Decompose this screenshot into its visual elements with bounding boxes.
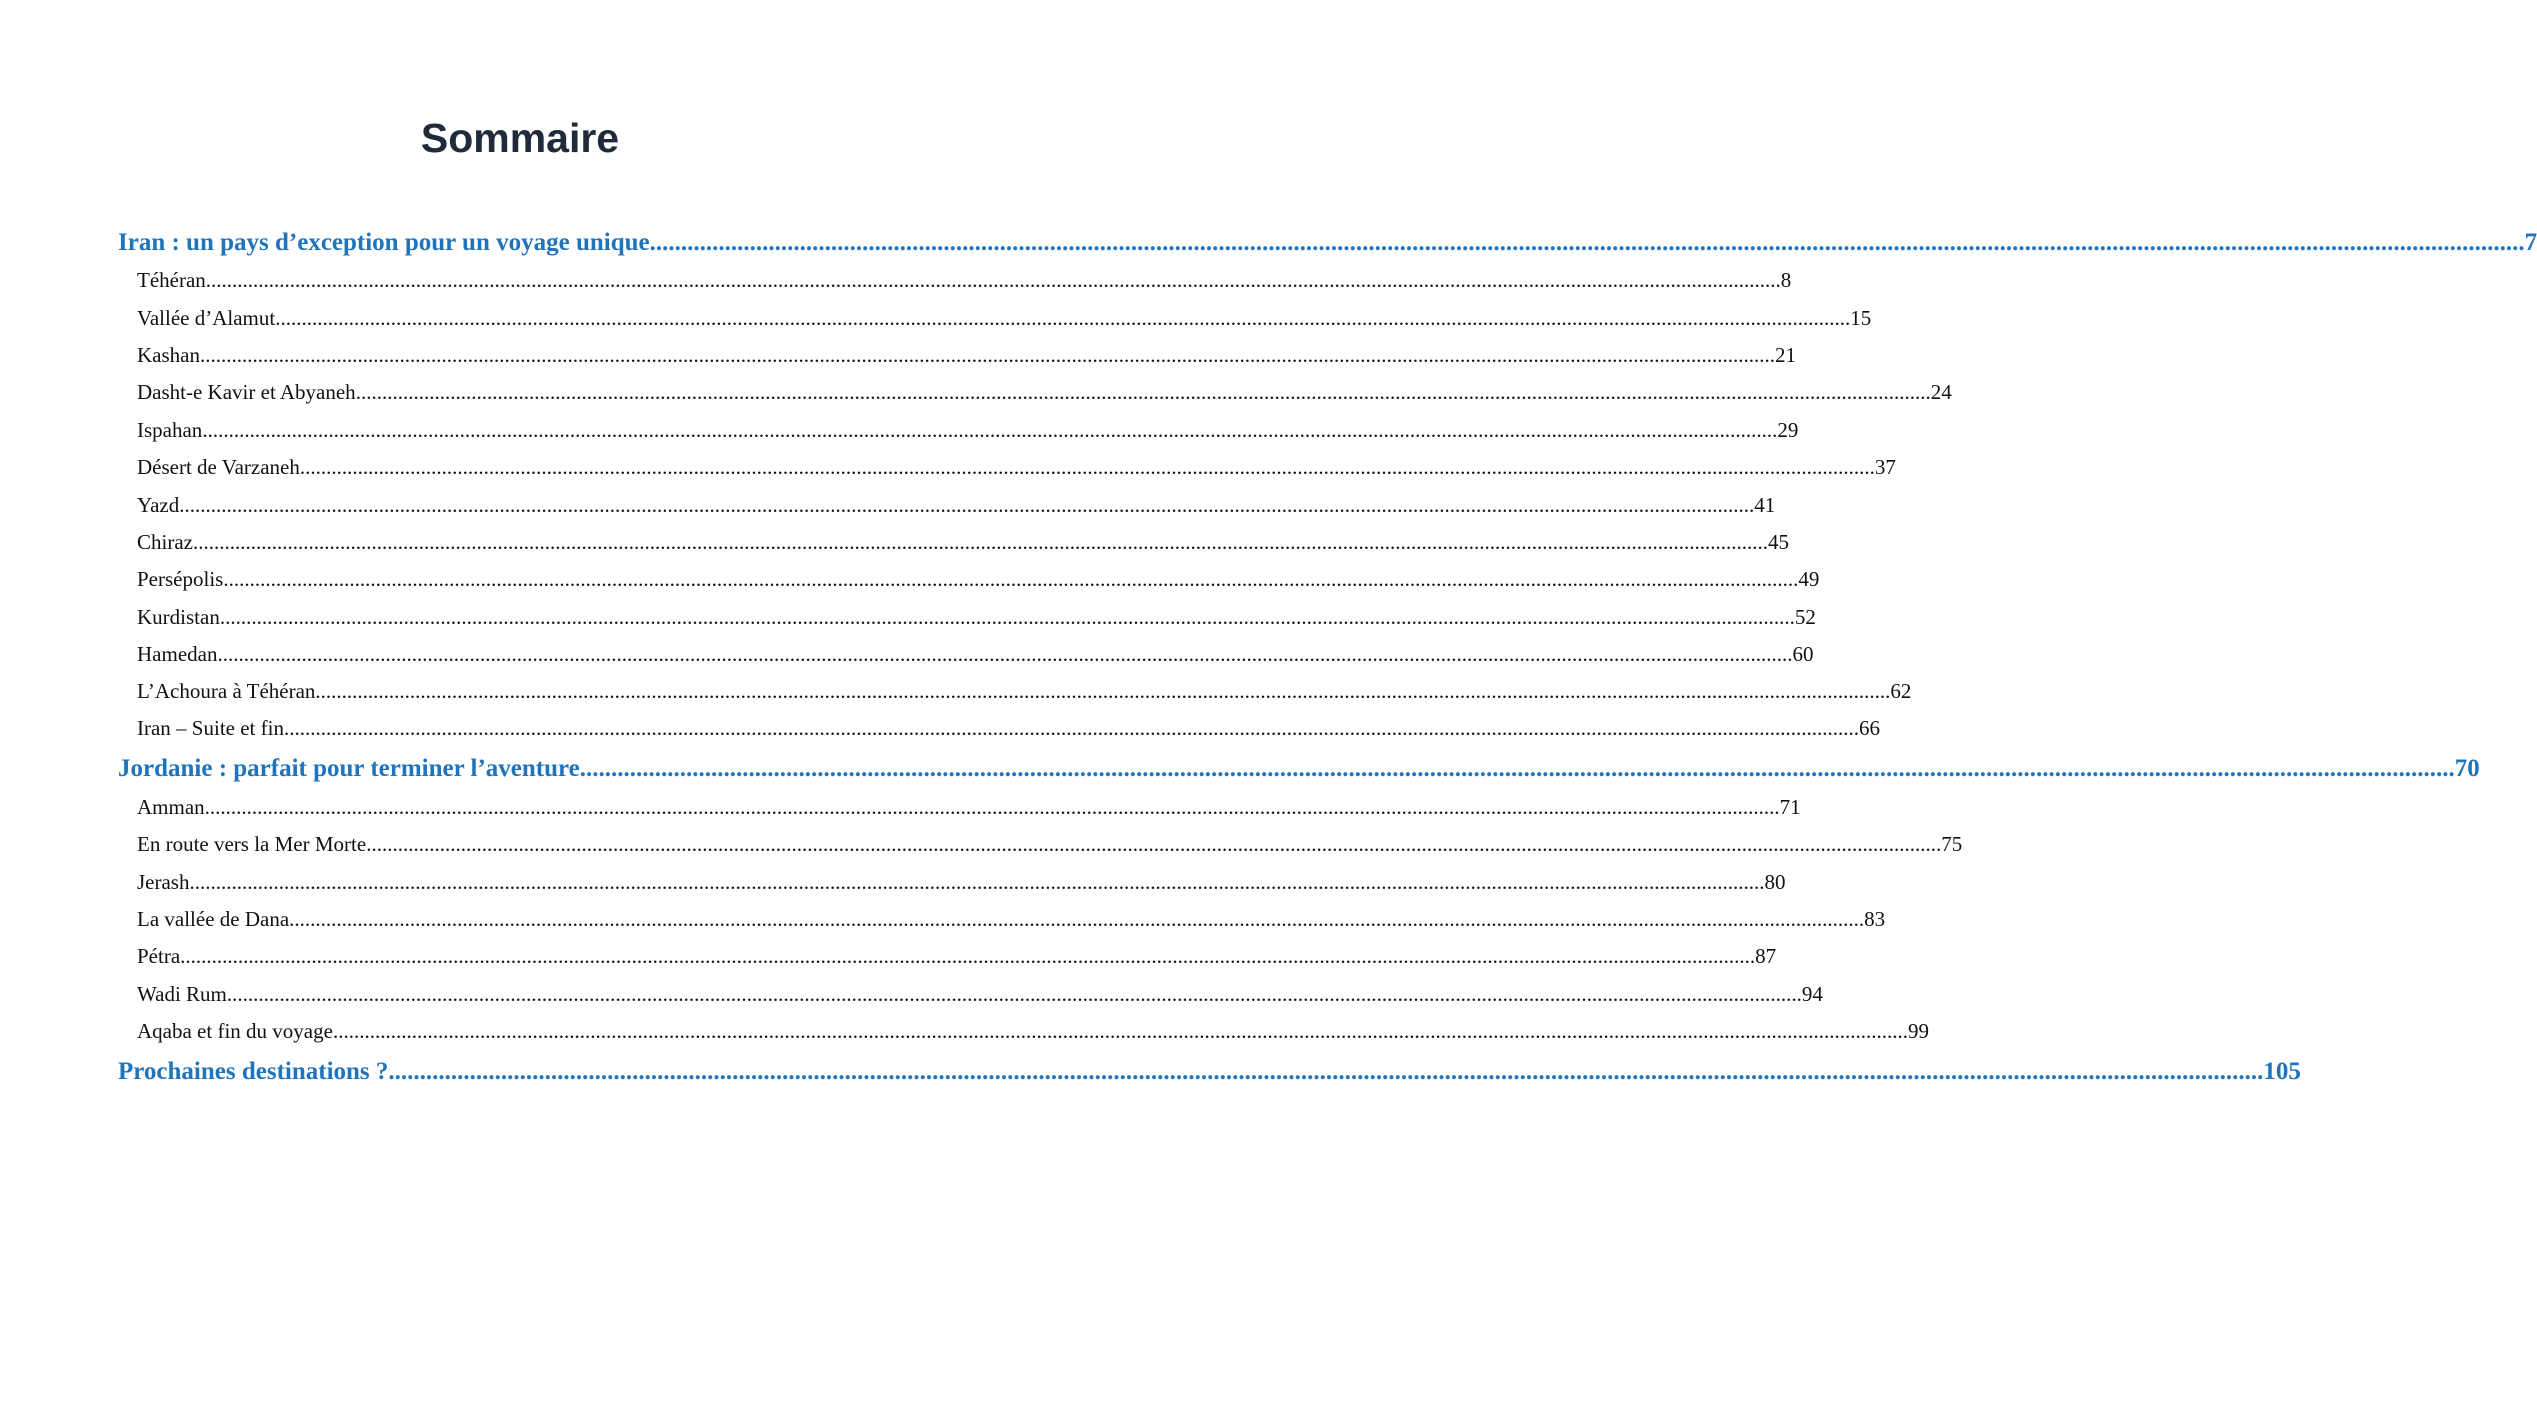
toc-section-mer-morte[interactable] <box>137 830 1963 858</box>
toc-entry-label: Chiraz <box>137 530 193 554</box>
toc-dot-leader: ............................................................................................................................................................................................................................................................................................................ <box>219 605 1795 629</box>
toc-dot-leader: ............................................................................................................................................................................................................................................................................................................ <box>649 229 2525 256</box>
toc-section-hamedan[interactable] <box>137 640 1814 668</box>
toc-dot-leader: ............................................................................................................................................................................................................................................................................................................ <box>315 679 1891 703</box>
toc-dot-leader: ............................................................................................................................................................................................................................................................................................................ <box>192 530 1768 554</box>
toc-entry-label: Jordanie : parfait pour terminer l’aventure <box>118 755 580 782</box>
toc-dot-leader: ............................................................................................................................................................................................................................................................................................................ <box>275 306 1851 330</box>
toc-page-number: 52 <box>1794 605 1816 629</box>
toc-dot-leader: ............................................................................................................................................................................................................................................................................................................ <box>199 343 1775 367</box>
toc-dot-leader: ............................................................................................................................................................................................................................................................................................................ <box>179 493 1755 517</box>
toc-page-number: 7 <box>2524 229 2537 256</box>
toc-dot-leader: ............................................................................................................................................................................................................................................................................................................ <box>226 982 1802 1006</box>
toc-entry-label: Téhéran <box>137 268 206 292</box>
toc-entry-label: Dasht-e Kavir et Abyaneh <box>137 380 356 404</box>
toc-page-number: 8 <box>1780 268 1792 292</box>
toc-page-number: 99 <box>1907 1019 1929 1043</box>
toc-entry-label: Kashan <box>137 343 200 367</box>
toc-dot-leader: ............................................................................................................................................................................................................................................................................................................ <box>202 418 1778 442</box>
toc-page-number: 105 <box>2263 1058 2301 1085</box>
toc-page-number: 94 <box>1801 982 1823 1006</box>
toc-section-achoura[interactable] <box>137 677 1912 705</box>
toc-dot-leader: ............................................................................................................................................................................................................................................................................................................ <box>180 944 1756 968</box>
toc-entry-label: Ispahan <box>137 418 203 442</box>
toc-page-number: 70 <box>2454 755 2480 782</box>
toc-page-number: 49 <box>1798 567 1820 591</box>
toc-entry-label: En route vers la Mer Morte <box>137 832 367 856</box>
toc-dot-leader: ............................................................................................................................................................................................................................................................................................................ <box>289 907 1865 931</box>
toc-section-dasht-e-kavir[interactable] <box>137 378 1952 406</box>
toc-dot-leader: ............................................................................................................................................................................................................................................................................................................ <box>366 832 1942 856</box>
toc-dot-leader: ............................................................................................................................................................................................................................................................................................................ <box>223 567 1799 591</box>
toc-section-kashan[interactable] <box>137 341 1796 369</box>
toc-entry-label: Vallée d’Alamut <box>137 306 276 330</box>
toc-dot-leader: ............................................................................................................................................................................................................................................................................................................ <box>299 455 1875 479</box>
toc-entry-label: Pétra <box>137 944 181 968</box>
toc-dot-leader: ............................................................................................................................................................................................................................................................................................................ <box>205 268 1781 292</box>
toc-chapter-iran[interactable] <box>118 227 2537 259</box>
toc-entry-label: La vallée de Dana <box>137 907 290 931</box>
toc-dot-leader: ............................................................................................................................................................................................................................................................................................................ <box>283 716 1859 740</box>
toc-page-number: 62 <box>1890 679 1912 703</box>
toc-section-kurdistan[interactable] <box>137 603 1816 631</box>
toc-dot-leader: ............................................................................................................................................................................................................................................................................................................ <box>217 642 1793 666</box>
toc-section-amman[interactable] <box>137 793 1801 821</box>
toc-entry-label: Jerash <box>137 870 190 894</box>
toc-section-aqaba[interactable] <box>137 1017 1929 1045</box>
toc-page-number: 71 <box>1779 795 1801 819</box>
toc-page-number: 66 <box>1858 716 1880 740</box>
toc-dot-leader: ............................................................................................................................................................................................................................................................................................................ <box>388 1058 2264 1085</box>
toc-page-number: 75 <box>1941 832 1963 856</box>
toc-section-wadi-rum[interactable] <box>137 980 1823 1008</box>
toc-chapter-jordanie[interactable] <box>118 753 2480 785</box>
toc-section-iran-suite[interactable] <box>137 714 1880 742</box>
toc-entry-label: Hamedan <box>137 642 218 666</box>
toc-page-number: 60 <box>1792 642 1814 666</box>
toc-section-yazd[interactable] <box>137 491 1776 519</box>
toc-page-number: 29 <box>1777 418 1799 442</box>
toc-dot-leader: ............................................................................................................................................................................................................................................................................................................ <box>579 755 2455 782</box>
toc-dot-leader: ............................................................................................................................................................................................................................................................................................................ <box>189 870 1765 894</box>
toc-section-jerash[interactable] <box>137 868 1786 896</box>
toc-entry-label: Amman <box>137 795 205 819</box>
toc-section-ispahan[interactable] <box>137 416 1799 444</box>
toc-entry-label: Persépolis <box>137 567 224 591</box>
toc-entry-label: L’Achoura à Téhéran <box>137 679 316 703</box>
toc-entry-label: Aqaba et fin du voyage <box>137 1019 333 1043</box>
toc-page-number: 45 <box>1767 530 1789 554</box>
toc-section-dana[interactable] <box>137 905 1886 933</box>
toc-page-number: 21 <box>1774 343 1796 367</box>
toc-page-number: 24 <box>1930 380 1952 404</box>
toc-page-number: 15 <box>1850 306 1872 330</box>
toc-dot-leader: ............................................................................................................................................................................................................................................................................................................ <box>332 1019 1908 1043</box>
toc-section-persepolis[interactable] <box>137 565 1820 593</box>
toc-page-number: 80 <box>1764 870 1786 894</box>
toc-page-number: 41 <box>1754 493 1776 517</box>
toc-section-teheran[interactable] <box>137 266 1792 294</box>
toc-section-vallee-alamut[interactable] <box>137 304 1872 332</box>
toc-entry-label: Kurdistan <box>137 605 220 629</box>
toc-page-number: 87 <box>1755 944 1777 968</box>
page-title: Sommaire <box>420 115 620 161</box>
toc-entry-label: Wadi Rum <box>137 982 227 1006</box>
toc-entry-label: Yazd <box>137 493 180 517</box>
toc-entry-label: Iran – Suite et fin <box>137 716 284 740</box>
toc-section-chiraz[interactable] <box>137 528 1789 556</box>
toc-section-varzaneh[interactable] <box>137 453 1896 481</box>
toc-dot-leader: ............................................................................................................................................................................................................................................................................................................ <box>204 795 1780 819</box>
toc-entry-label: Désert de Varzaneh <box>137 455 300 479</box>
toc-dot-leader: ............................................................................................................................................................................................................................................................................................................ <box>355 380 1931 404</box>
toc-page-number: 83 <box>1864 907 1886 931</box>
toc-entry-label: Iran : un pays d’exception pour un voyage unique <box>118 229 650 256</box>
toc-page-number: 37 <box>1874 455 1896 479</box>
toc-chapter-prochaines[interactable] <box>118 1056 2301 1088</box>
toc-entry-label: Prochaines destinations ? <box>118 1058 389 1085</box>
toc-section-petra[interactable] <box>137 942 1777 970</box>
